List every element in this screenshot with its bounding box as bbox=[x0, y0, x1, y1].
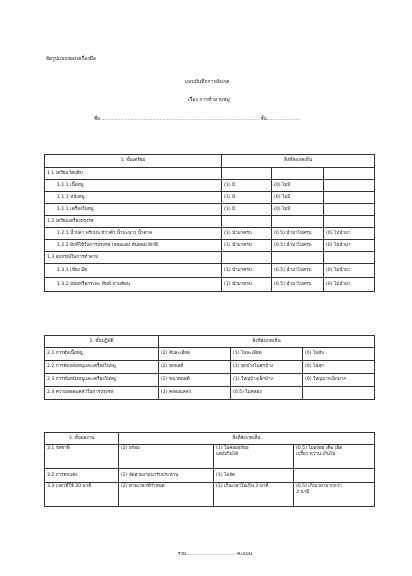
total-score-line: รวม.................................. คะแนน bbox=[178, 552, 252, 557]
cell bbox=[222, 168, 272, 180]
cell bbox=[214, 445, 294, 469]
cell-line: (1) ไม่จัด bbox=[216, 472, 235, 478]
cell: (1) นำมาครบ bbox=[222, 264, 272, 278]
cell: (1) มี bbox=[222, 180, 272, 192]
cell: (0.5) นำมาไม่ครบ bbox=[272, 240, 324, 252]
table-result bbox=[44, 432, 375, 507]
table-row-label: 1.2.1 น้ำปลา พริกป่น ข้าวคั่ว น้ำมะนาว น้ำตาล bbox=[45, 228, 222, 240]
cell: (0.5) ไม่คล่อง bbox=[231, 387, 303, 400]
cell: (1) มี bbox=[222, 192, 272, 204]
table-row-label: 2.3 การหั่นหนังหมูและเครื่องในหมู bbox=[45, 374, 159, 387]
cell bbox=[214, 483, 294, 507]
cell: (1) มี bbox=[222, 204, 272, 216]
cell: (0) ไม่นำมา bbox=[324, 228, 375, 240]
cell: (2) สับละเอียด bbox=[159, 348, 231, 361]
table-row-label: 3.1 รสชาติ bbox=[45, 445, 119, 469]
table-row-label: 3.2 การตกแต่ง bbox=[45, 469, 119, 483]
cell bbox=[272, 252, 324, 264]
cell bbox=[214, 469, 294, 483]
table-row-label: 1.3.2 หม้อหรือกระทะ ทัพพี จานช้อน bbox=[45, 278, 222, 292]
cell bbox=[324, 204, 375, 216]
cell bbox=[324, 252, 375, 264]
col-header-observed: สิ่งที่สังเกตเห็น bbox=[119, 433, 375, 445]
cell: (2) อร่อย bbox=[119, 445, 214, 469]
cell: (0) ใหญ่มากเล็กมาก bbox=[303, 374, 375, 387]
cell: (2) ขนาดพอดี bbox=[159, 374, 231, 387]
cell: (0.5) นำมาไม่ครบ bbox=[272, 264, 324, 278]
cell: (2) ตามเวลาที่กำหนด bbox=[119, 483, 214, 507]
table-prep bbox=[44, 154, 375, 292]
cell bbox=[294, 469, 375, 483]
table-row-label: 1.2.2 ผักที่ใช้ในการปรุงรส (หอมแดง ต้นหอม ผักชี) bbox=[45, 240, 222, 252]
table-row-label: 1.3.1 เขียง มีด bbox=[45, 264, 222, 278]
table-row-label: 1.1.1 เครื่องในหมู bbox=[45, 204, 222, 216]
cell bbox=[294, 445, 375, 469]
cell: (1) คล่องแคล่ว bbox=[159, 387, 231, 400]
form-title: แบบบันทึกการสังเกต bbox=[185, 79, 230, 85]
table-row-label: 1.1.1 หนังหมู bbox=[45, 192, 222, 204]
table-row-label: 2.2 การต้มหนังหมูและเครื่องในหมู bbox=[45, 361, 159, 374]
table-row-label: 1.2 เตรียมเครื่องปรุงรส bbox=[45, 216, 222, 228]
cell: (1) นำมาครบ bbox=[222, 278, 272, 292]
cell: (2) สุกพอดี bbox=[159, 361, 231, 374]
name-line: ชื่อ............................................................................................................. ชั้น....................... bbox=[94, 117, 301, 122]
table-row-label: 2.1 การสับเนื้อหมู bbox=[45, 348, 159, 361]
table-row-label: 1.1 เตรียมวัตถุดิบ bbox=[45, 168, 222, 180]
cell bbox=[294, 483, 375, 507]
table-row-label: 1.3 อุปกรณ์ในการทำลาบ bbox=[45, 252, 222, 264]
cell bbox=[222, 216, 272, 228]
cell-line: เปรี้ยว หวาน เกินไป bbox=[296, 452, 336, 457]
cell: (1) ใหญ่บ้างเล็กบ้าง bbox=[231, 374, 303, 387]
col-header-observed: สิ่งที่สังเกตเห็น bbox=[159, 336, 375, 348]
cell: (0) ไม่นำมา bbox=[324, 278, 375, 292]
cell: (1) ไม่ละเอียด bbox=[231, 348, 303, 361]
cell bbox=[324, 216, 375, 228]
cell bbox=[324, 192, 375, 204]
cell: (1) นำมาครบ bbox=[222, 240, 272, 252]
col-header-observed: สิ่งที่สังเกตเห็น bbox=[222, 155, 375, 168]
col-header-step: 3. ขั้นผลงาน bbox=[45, 433, 119, 445]
cell: (0.5) นำมาไม่ครบ bbox=[272, 228, 324, 240]
cell: (0) ไม่มี bbox=[272, 180, 324, 192]
cell bbox=[222, 252, 272, 264]
table-row-label: 3.3 เวลาที่ใช้ 30 นาที bbox=[45, 483, 119, 507]
cell: (0) ไม่สับ bbox=[303, 348, 375, 361]
cell bbox=[303, 387, 375, 400]
cell-line: (0.5) ไม่อร่อย เค็ม เผ็ด bbox=[296, 446, 343, 451]
cell-line: (0.5) เกินเวลามากกว่า bbox=[296, 484, 342, 489]
table-row-label: 2.4 ความสอดแคล่วในการปรุงรส bbox=[45, 387, 159, 400]
cell: (0) ไม่มี bbox=[272, 192, 324, 204]
table-practice bbox=[44, 335, 375, 400]
top-label: จัดรูปแบบของเครื่องมือ bbox=[46, 56, 96, 62]
cell-line: (1) เกินเวลาไม่เกิน 3 นาที bbox=[216, 484, 269, 489]
cell: (0) ไม่สุก bbox=[303, 361, 375, 374]
cell: (0.5) นำมาไม่ครบ bbox=[272, 278, 324, 292]
cell: (1) นำมาครบ bbox=[222, 228, 272, 240]
cell-line: (1) ไม่ค่อยอร่อย bbox=[216, 446, 249, 451]
cell: (0) ไม่นำมา bbox=[324, 264, 375, 278]
col-header-step: 1. ขั้นเตรียม bbox=[45, 155, 222, 168]
col-header-step: 2. ขั้นปฏิบัติ bbox=[45, 336, 159, 348]
cell: (0) ไม่นำมา bbox=[324, 240, 375, 252]
cell: (0) ไม่มี bbox=[272, 204, 324, 216]
cell bbox=[272, 168, 324, 180]
cell: (1) สุกบ้างไม่สุกบ้าง bbox=[231, 361, 303, 374]
cell-line: 3 นาที bbox=[296, 490, 310, 495]
cell bbox=[272, 216, 324, 228]
cell-line: แต่ยังกินได้ bbox=[216, 452, 239, 457]
cell: (2) จัดสวยงามน่ารับประทาน bbox=[119, 469, 214, 483]
subject-title: เรื่อง การทำลาบหมู bbox=[188, 97, 230, 103]
cell bbox=[324, 168, 375, 180]
table-row-label: 1.1.1 เนื้อหมู bbox=[45, 180, 222, 192]
cell bbox=[324, 180, 375, 192]
